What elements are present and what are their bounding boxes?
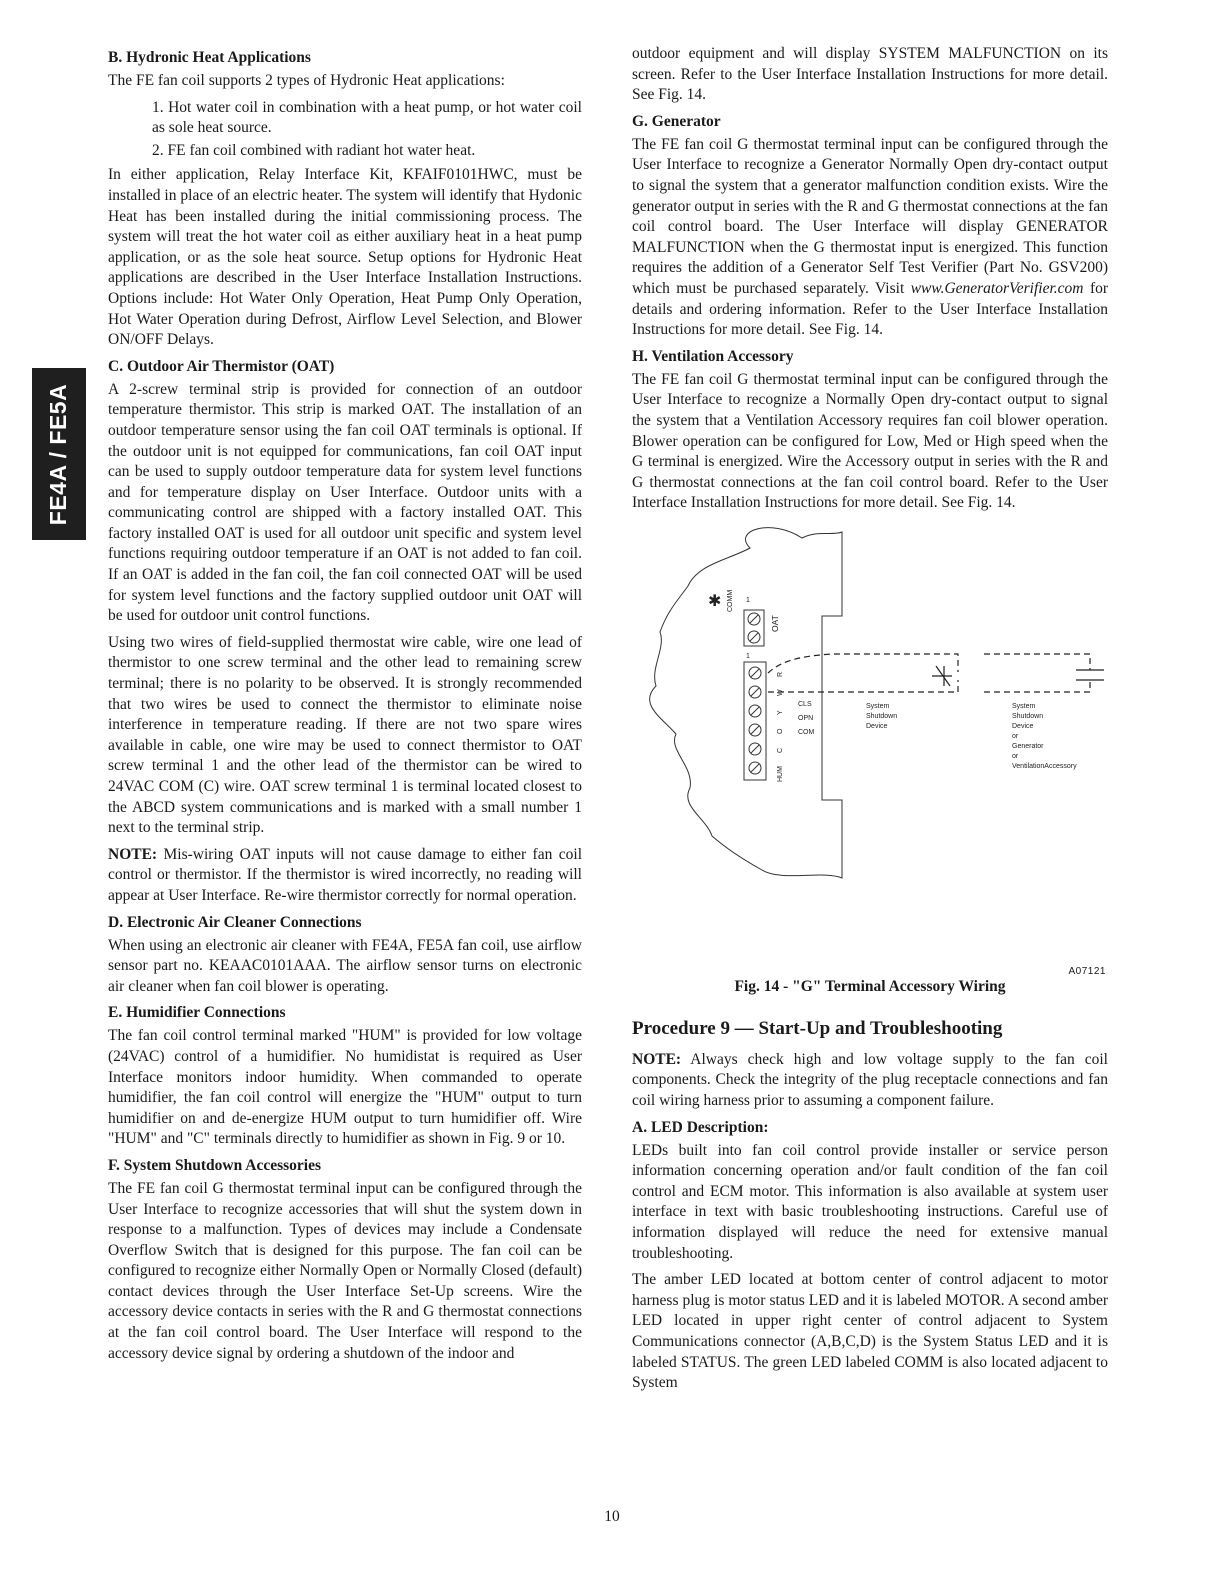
right-column xyxy=(632,44,1108,1400)
device-2-line-7: VentilationAccessory xyxy=(1012,762,1077,770)
section-g-paragraph xyxy=(632,135,1108,341)
section-a-paragraph-1: LEDs built into fan coil control provide installer or service person information concerning operation and/or fault condition of the fan coil control and ECM motor. This information is also available at system user interface in text with basic troubleshooting instructions. Careful use of information displayed will reduce the need for extensive manual troubleshooting. xyxy=(632,1141,1108,1262)
tstat-one-label: 1 xyxy=(746,652,750,660)
section-e-heading: E. Humidifier Connections xyxy=(108,1004,286,1022)
section-b-item-1: 1. Hot water coil in combination with a heat pump, or hot water coil as sole heat source. xyxy=(152,98,582,137)
section-b-paragraph: In either application, Relay Interface Kit, KFAIF0101HWC, must be installed in place of an electric heater. The system will identify that Hydonic Heat has been installed during the initial commissioning process. The system will treat the hot water coil as either auxiliary heat in a heat pump application, or as the sole heat source. Setup options for Hydronic Heat applications are described in the User Interface Installation Instructions. Options include: Hot Water Only Operation, Heat Pump Only Operation, Hot Water Operation during Defrost, Airflow Level Selection, and Blower ON/OFF Delays. xyxy=(108,166,582,349)
device-2-line-5: Generator xyxy=(1012,742,1044,750)
section-e-paragraph: The fan coil control terminal marked "HUM" is provided for low voltage (24VAC) control of a humidifier. No humidistat is required as User Interface monitors indoor humidity. When commanded to operate humidifier, the fan coil control will energize the "HUM" output to turn humidifier on and de-energize HUM output to turn humidifier off. Wire "HUM" and "C" terminals directly to humidifier as shown in Fig. 9 or 10. xyxy=(108,1027,582,1148)
terminal-c-label: C xyxy=(777,747,784,753)
section-b-item-2: 2. FE fan coil combined with radiant hot water heat. xyxy=(152,141,476,159)
section-f-paragraph: The FE fan coil G thermostat terminal input can be configured through the User Interface to recognize accessories that will shut the system down in response to a malfunction. Types of devices may include a Condensate Overflow Switch that is designed for this purpose. The fan coil can be configured to recognize either Normally Open or Normally Closed (default) contact devices through the User Interface Set-Up screens. Wire the accessory device contacts in series with the R and G thermostat connections at the fan coil control board. The User Interface will respond to the accessory device signal by ordering a shutdown of the indoor and xyxy=(108,1179,582,1362)
comm-label: COMM xyxy=(727,589,734,612)
device-2-line-3: Device xyxy=(1012,722,1034,730)
terminal-w-label: W xyxy=(777,689,784,696)
figure-code: A07121 xyxy=(1068,965,1106,977)
device-2-line-1: System xyxy=(1012,702,1036,710)
terminal-r-label: R xyxy=(777,671,784,677)
side-tab-label: FE4A / FE5A xyxy=(45,383,72,525)
section-g-text-a: The FE fan coil G thermostat terminal input can be configured through the User Interface to recognize a Generator Normally Open dry-contact output to signal the system that a generator malfunction condition exists. Wire the generator output in series with the R and G thermostat connections at the fan coil control board. The User Interface will display GENERATOR MALFUNCTION when the G thermostat input is energized. This function requires the addition of a Generator Self Test Verifier (Part No. GSV200) which must be purchased separately. Visit xyxy=(632,135,1108,297)
section-g-heading: G. Generator xyxy=(632,112,721,130)
terminal-y-label: Y xyxy=(777,710,784,715)
oat-terminal-block xyxy=(744,610,764,646)
switch-symbol-device-1 xyxy=(932,666,952,686)
wiring-dashed-device-1 xyxy=(768,654,958,692)
section-g-text-b: for details and ordering information. Refer to the User Interface Installation Instructions for more detail. See Fig. 14. xyxy=(632,279,1109,339)
generator-verifier-url: www.GeneratorVerifier.com xyxy=(910,279,1084,297)
procedure-9-heading: Procedure 9 — Start-Up and Troubleshooting xyxy=(632,1017,1003,1039)
side-tab xyxy=(32,368,86,540)
section-h-heading: H. Ventilation Accessory xyxy=(632,347,794,365)
device-2-line-2: Shutdown xyxy=(1012,712,1044,720)
cls-label: CLS xyxy=(798,700,812,708)
section-c-note xyxy=(108,845,582,907)
note-label: NOTE: xyxy=(108,845,158,863)
device-2-line-6: or xyxy=(1012,752,1019,760)
contact-symbol-device-2 xyxy=(1076,670,1104,680)
oat-label: OAT xyxy=(770,615,780,632)
section-a-heading: A. LED Description: xyxy=(632,1118,769,1136)
section-d-heading: D. Electronic Air Cleaner Connections xyxy=(108,913,362,931)
terminal-o-label: O xyxy=(777,728,784,734)
section-d-paragraph: When using an electronic air cleaner with FE4A, FE5A fan coil, use airflow sensor part no. KEAAC0101AAA. The airflow sensor turns on electronic air cleaner when fan coil blower is operating. xyxy=(108,936,582,995)
device-1-line-3: Device xyxy=(866,722,888,730)
com-label: COM xyxy=(798,728,815,736)
procedure-note-label: NOTE: xyxy=(632,1050,682,1068)
terminal-hum-label: HUM xyxy=(777,765,784,782)
board-outline xyxy=(650,527,842,877)
left-column xyxy=(108,44,582,1370)
section-c-paragraph-2: Using two wires of field-supplied thermostat wire cable, wire one lead of thermistor to one screw terminal and the other lead to remaining screw terminal; there is no polarity to be observed. It is strongly recommended that two wires be used to connect the thermistor to eliminate noise interference in temperature reading. If there are not two spare wires available in cable, one wire may be used to connect thermistor to OAT screw terminal 1 and the other lead of the thermistor can be wired to 24VAC COM (C) wire. OAT screw terminal 1 is terminal located closest to the ABCD system communications and is marked with a small number 1 next to the terminal strip. xyxy=(108,633,582,837)
section-c-heading: C. Outdoor Air Thermistor (OAT) xyxy=(108,357,335,375)
procedure-note-text: Always check high and low voltage supply to the fan coil components. Check the integrity of the plug receptacle connections and fan coil wiring harness prior to assuming a component failure. xyxy=(632,1050,1108,1110)
comm-star-icon: ✱ xyxy=(708,592,722,610)
section-b-intro: The FE fan coil supports 2 types of Hydronic Heat applications: xyxy=(108,72,505,89)
section-f-heading: F. System Shutdown Accessories xyxy=(108,1156,321,1174)
figure-caption: Fig. 14 - "G" Terminal Accessory Wiring xyxy=(734,977,1006,995)
note-text: Mis-wiring OAT inputs will not cause damage to either fan coil control or thermistor. If the thermistor is wired incorrectly, no reading will appear at User Interface. Re-wire thermistor correctly for normal operation. xyxy=(108,845,583,904)
wiring-dashed-device-2 xyxy=(984,654,1090,692)
opn-label: OPN xyxy=(798,714,814,722)
oat-one-label: 1 xyxy=(746,596,750,604)
figure-14 xyxy=(632,520,1108,977)
device-2-line-4: or xyxy=(1012,732,1019,740)
procedure-note xyxy=(632,1050,1108,1112)
device-1-line-2: Shutdown xyxy=(866,712,898,720)
section-a-paragraph-2: The amber LED located at bottom center of control adjacent to motor harness plug is motor status LED and it is labeled MOTOR. A second amber LED located in upper right center of control adjacent to System Communications connector (A,B,C,D) is the System Status LED and it is labeled STATUS. The green LED labeled COMM is also located adjacent to System xyxy=(632,1271,1108,1392)
device-1-line-1: System xyxy=(866,702,890,710)
wiring-diagram xyxy=(632,520,1108,960)
section-h-paragraph: The FE fan coil G thermostat terminal input can be configured through the User Interface to recognize a Normally Open dry-contact output to signal the system that a Ventilation Accessory requires fan coil blower operation. Blower operation can be configured for Low, Med or High speed when the G terminal is energized. Wire the Accessory output in series with the R and G thermostat connections at the fan coil control board. Refer to the User Interface Installation Instructions for more detail. See Fig. 14. xyxy=(632,370,1108,512)
section-f-continued: outdoor equipment and will display SYSTEM MALFUNCTION on its screen. Refer to the User Interface Installation Instructions for more detail. See Fig. 14. xyxy=(632,45,1108,104)
page-number: 10 xyxy=(604,1508,620,1525)
section-c-paragraph-1: A 2-screw terminal strip is provided for connection of an outdoor temperature thermistor. This strip is marked OAT. The installation of an outdoor temperature sensor using the fan coil OAT terminals is optional. If the outdoor unit is not equipped for communications, fan coil OAT input can be used to supply outdoor temperature data for system level functions and for temperature display on User Interface. Outdoor units with a communicating control are shipped with a factory installed OAT. This factory installed OAT is used for all outdoor unit specific and system level functions requiring outdoor temperature if an OAT is not added to fan coil. If an OAT is added in the fan coil, the fan coil connected OAT will be used for system level functions and the factory supplied outdoor unit OAT will be used for outdoor unit control functions. xyxy=(108,380,582,625)
section-b-heading: B. Hydronic Heat Applications xyxy=(108,49,311,66)
